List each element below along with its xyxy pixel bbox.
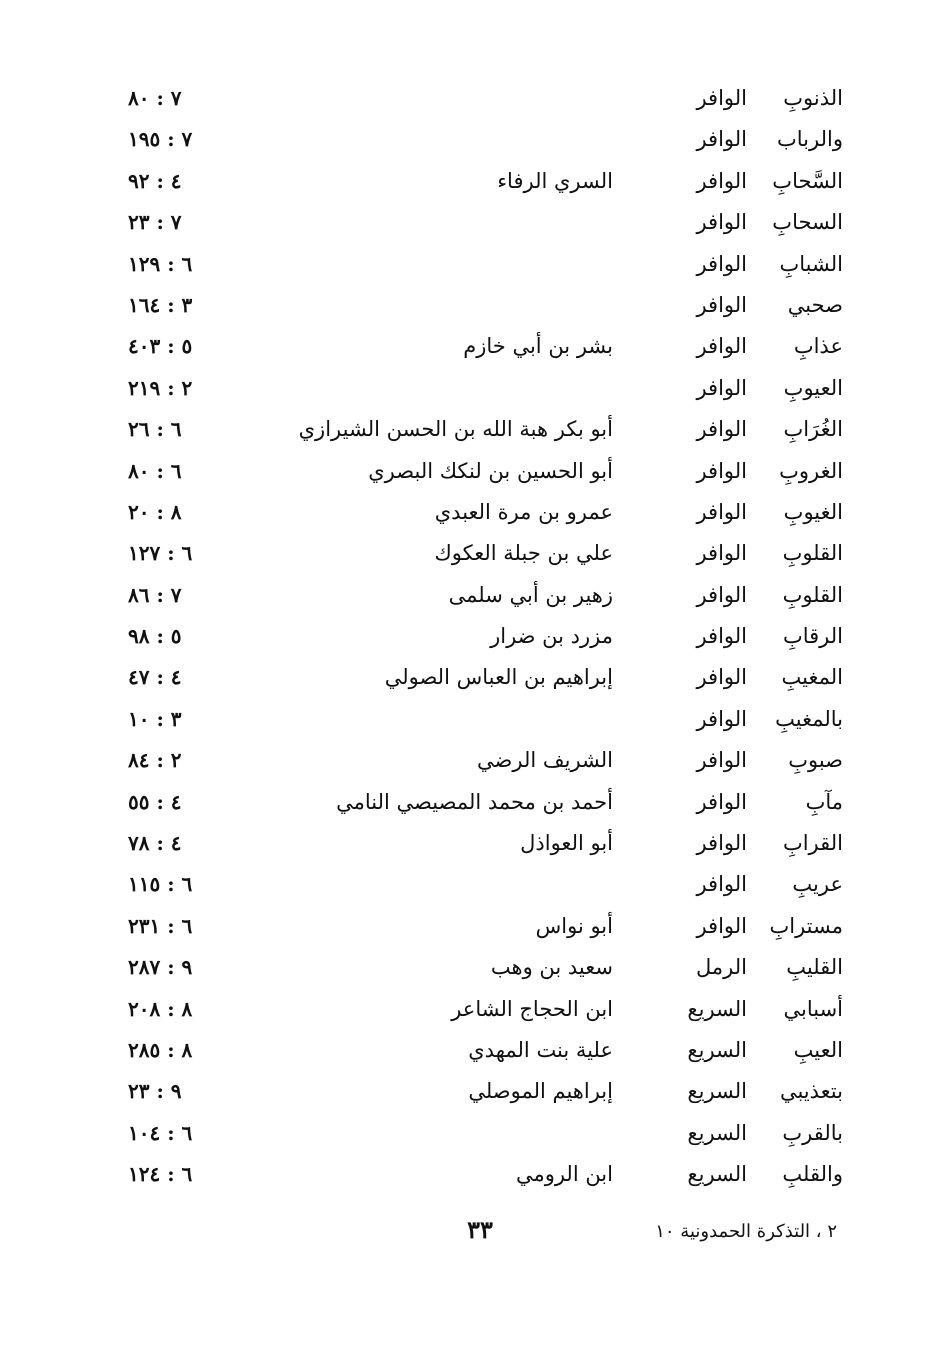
volume-page-reference: ٤ : ٤٧ xyxy=(128,665,182,690)
index-row xyxy=(0,119,935,160)
meter-name: الوافر xyxy=(696,789,747,814)
meter-name: الوافر xyxy=(696,458,747,483)
page-number: ٣٣ xyxy=(467,1215,493,1244)
index-row xyxy=(0,202,935,243)
rhyme-word: المغيبِ xyxy=(781,665,843,690)
poet-name: أحمد بن محمد المصيصي النامي xyxy=(336,789,613,814)
rhyme-word: أسبابي xyxy=(783,996,843,1021)
index-row xyxy=(0,368,935,409)
index-row xyxy=(0,947,935,988)
index-row xyxy=(0,533,935,574)
poetry-index-table xyxy=(0,78,935,1196)
volume-page-reference: ٨ : ٢٠٨ xyxy=(128,996,193,1021)
index-row xyxy=(0,1030,935,1071)
volume-page-reference: ٢ : ٨٤ xyxy=(128,748,182,773)
index-row xyxy=(0,823,935,864)
meter-name: الوافر xyxy=(696,499,747,524)
index-row xyxy=(0,616,935,657)
volume-page-reference: ٤ : ٧٨ xyxy=(128,831,182,856)
meter-name: السريع xyxy=(687,1079,747,1104)
poet-name xyxy=(293,244,613,285)
index-row xyxy=(0,244,935,285)
rhyme-word: صبوبِ xyxy=(788,748,843,773)
meter-name: الوافر xyxy=(696,582,747,607)
meter-name: الوافر xyxy=(696,86,747,110)
poet-name xyxy=(293,119,613,160)
rhyme-word: الغروبِ xyxy=(779,458,843,483)
index-row xyxy=(0,989,935,1030)
poet-name: إبراهيم الموصلي xyxy=(468,1079,613,1104)
volume-page-reference: ٦ : ٢٣١ xyxy=(128,913,193,938)
poet-name: أبو نواس xyxy=(535,913,613,938)
rhyme-word: السَّحابِ xyxy=(772,168,843,193)
meter-name: الوافر xyxy=(696,210,747,235)
index-row xyxy=(0,575,935,616)
index-row xyxy=(0,657,935,698)
volume-page-reference: ٦ : ١٢٩ xyxy=(128,251,193,276)
rhyme-word: الذنوبِ xyxy=(783,86,843,110)
rhyme-word: القلوبِ xyxy=(782,541,843,566)
rhyme-word: القرابِ xyxy=(782,831,843,856)
volume-page-reference: ٦ : ٢٦ xyxy=(128,417,182,442)
rhyme-word: القلوبِ xyxy=(782,582,843,607)
rhyme-word: بتعذيبي xyxy=(779,1079,843,1104)
index-row xyxy=(0,740,935,781)
index-row xyxy=(0,906,935,947)
poet-name xyxy=(293,699,613,740)
poet-name: أبو العواذل xyxy=(520,831,613,856)
volume-page-reference: ٩ : ٢٣ xyxy=(128,1079,182,1104)
poet-name xyxy=(293,285,613,326)
rhyme-word: والرباب xyxy=(777,127,843,152)
meter-name: الوافر xyxy=(696,375,747,400)
index-row xyxy=(0,699,935,740)
poet-name: أبو بكر هبة الله بن الحسن الشيرازي xyxy=(298,417,613,442)
printer-signature: ٢ ، التذكرة الحمدونية ١٠ xyxy=(655,1221,837,1242)
index-row xyxy=(0,1071,935,1112)
volume-page-reference: ٧ : ٨٠ xyxy=(128,86,182,110)
meter-name: السريع xyxy=(687,1120,747,1145)
volume-page-reference: ٦ : ١٠٤ xyxy=(128,1120,193,1145)
meter-name: الوافر xyxy=(696,127,747,152)
volume-page-reference: ٥ : ٤٠٣ xyxy=(128,334,193,359)
volume-page-reference: ٥ : ٩٨ xyxy=(128,624,182,649)
meter-name: السريع xyxy=(687,1037,747,1062)
index-row xyxy=(0,492,935,533)
meter-name: الوافر xyxy=(696,334,747,359)
poet-name xyxy=(293,78,613,119)
volume-page-reference: ٦ : ١٢٧ xyxy=(128,541,193,566)
volume-page-reference: ٦ : ١٢٤ xyxy=(128,1162,193,1187)
volume-page-reference: ٢ : ٢١٩ xyxy=(128,375,193,400)
volume-page-reference: ٧ : ٨٦ xyxy=(128,582,182,607)
meter-name: الوافر xyxy=(696,872,747,897)
meter-name: الوافر xyxy=(696,168,747,193)
page-footer xyxy=(0,1212,935,1252)
poet-name xyxy=(293,368,613,409)
volume-page-reference: ٣ : ١٦٤ xyxy=(128,292,193,317)
poet-name xyxy=(293,202,613,243)
meter-name: الوافر xyxy=(696,665,747,690)
volume-page-reference: ٩ : ٢٨٧ xyxy=(128,955,193,980)
poet-name xyxy=(293,864,613,905)
index-row xyxy=(0,409,935,450)
poet-name: الشريف الرضي xyxy=(477,748,613,773)
volume-page-reference: ٧ : ١٩٥ xyxy=(128,127,193,152)
meter-name: الوافر xyxy=(696,913,747,938)
rhyme-word: بالمغيبِ xyxy=(775,706,843,731)
rhyme-word: عذابِ xyxy=(793,334,843,359)
poet-name: بشر بن أبي خازم xyxy=(463,334,613,359)
volume-page-reference: ٨ : ٢٠ xyxy=(128,499,182,524)
poet-name: ابن الرومي xyxy=(515,1162,613,1187)
poet-name xyxy=(293,1113,613,1154)
volume-page-reference: ٦ : ٨٠ xyxy=(128,458,182,483)
rhyme-word: صحبي xyxy=(787,292,843,317)
poet-name: علي بن جبلة العكوك xyxy=(434,541,613,566)
rhyme-word: الرقابِ xyxy=(782,624,843,649)
index-row xyxy=(0,864,935,905)
meter-name: الرمل xyxy=(696,955,747,980)
rhyme-word: الغُرَابِ xyxy=(783,417,843,442)
rhyme-word: مآبِ xyxy=(805,789,843,814)
rhyme-word: القليبِ xyxy=(786,955,843,980)
rhyme-word: مسترابِ xyxy=(769,913,843,938)
meter-name: الوافر xyxy=(696,831,747,856)
rhyme-word: العيوبِ xyxy=(783,375,843,400)
meter-name: الوافر xyxy=(696,292,747,317)
index-row xyxy=(0,782,935,823)
meter-name: الوافر xyxy=(696,251,747,276)
volume-page-reference: ٤ : ٥٥ xyxy=(128,789,182,814)
volume-page-reference: ٦ : ١١٥ xyxy=(128,872,193,897)
poet-name: أبو الحسين بن لنكك البصري xyxy=(368,458,613,483)
index-row xyxy=(0,1154,935,1195)
meter-name: الوافر xyxy=(696,748,747,773)
poet-name: سعيد بن وهب xyxy=(490,955,613,980)
poet-name: عمرو بن مرة العبدي xyxy=(434,499,613,524)
rhyme-word: الشبابِ xyxy=(779,251,843,276)
poet-name: ابن الحجاج الشاعر xyxy=(451,996,613,1021)
rhyme-word: والقلبِ xyxy=(782,1162,843,1187)
index-row xyxy=(0,451,935,492)
rhyme-word: السحابِ xyxy=(772,210,843,235)
volume-page-reference: ٨ : ٢٨٥ xyxy=(128,1037,193,1062)
index-row xyxy=(0,285,935,326)
poet-name: مزرد بن ضرار xyxy=(490,624,613,649)
meter-name: السريع xyxy=(687,996,747,1021)
meter-name: الوافر xyxy=(696,417,747,442)
meter-name: الوافر xyxy=(696,706,747,731)
rhyme-word: العيبِ xyxy=(793,1037,843,1062)
volume-page-reference: ٤ : ٩٢ xyxy=(128,168,182,193)
meter-name: السريع xyxy=(687,1162,747,1187)
poet-name: زهير بن أبي سلمى xyxy=(448,582,613,607)
rhyme-word: عريبِ xyxy=(792,872,843,897)
index-row xyxy=(0,1113,935,1154)
index-row xyxy=(0,78,935,119)
meter-name: الوافر xyxy=(696,624,747,649)
rhyme-word: بالقربِ xyxy=(782,1120,843,1145)
index-row xyxy=(0,326,935,367)
meter-name: الوافر xyxy=(696,541,747,566)
poet-name: علية بنت المهدي xyxy=(468,1037,613,1062)
volume-page-reference: ٧ : ٢٣ xyxy=(128,210,182,235)
poet-name: إبراهيم بن العباس الصولي xyxy=(384,665,613,690)
index-row xyxy=(0,161,935,202)
poet-name: السري الرفاء xyxy=(497,168,613,193)
rhyme-word: الغيوبِ xyxy=(783,499,843,524)
volume-page-reference: ٣ : ١٠ xyxy=(128,706,182,731)
